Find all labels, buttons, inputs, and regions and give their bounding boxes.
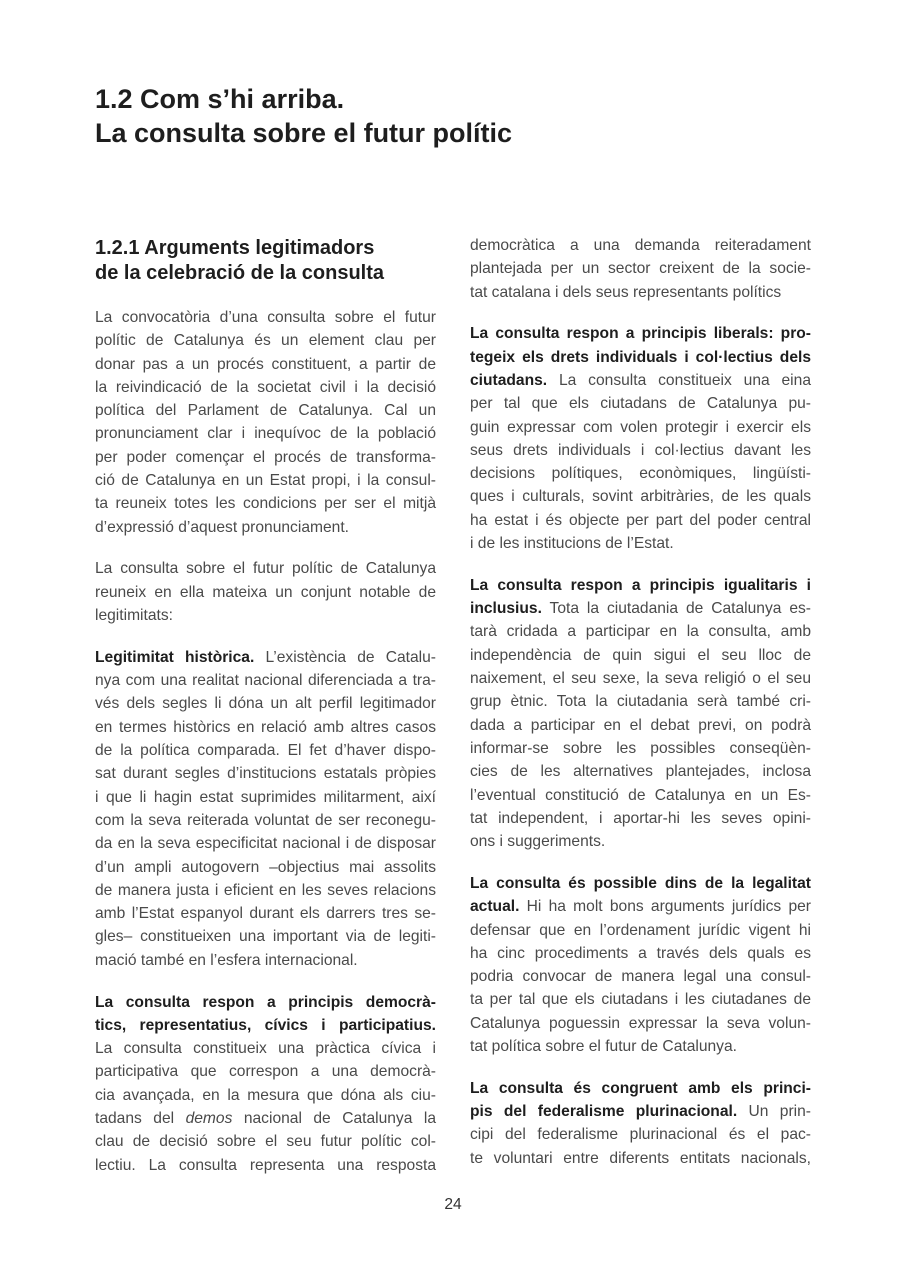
text-line: ques i culturals, sovint arbitràries, de les quals — [470, 488, 811, 506]
text-line — [470, 346, 811, 369]
text-line: per poder començar el procés de transforma- — [95, 448, 436, 466]
text-line: vés dels segles li dóna un alt perfil legitimador — [95, 695, 436, 713]
paragraph — [470, 872, 811, 1058]
text-line: sat durant segles d’institucions estatals pròpies — [95, 765, 436, 783]
text-line — [95, 646, 436, 669]
text-line: cipi del federalisme plurinacional és el pac- — [470, 1126, 811, 1144]
text-line: d’expressió d’aquest pronunciament. — [95, 518, 349, 536]
text-line: clau de decisió sobre el seu futur polític col- — [95, 1133, 436, 1151]
bold-lead-text: La consulta és possible dins de la legalitat — [470, 874, 811, 892]
text-run: Tota la ciutadania de Catalunya es- — [541, 600, 811, 618]
text-line: lectiu. La consulta representa una resposta — [95, 1156, 436, 1174]
paragraph — [95, 306, 436, 539]
bold-lead-text: tics, representatius, cívics i participatius. — [95, 1016, 436, 1034]
text-run: tadans del — [95, 1110, 186, 1127]
text-line: pronunciament clar i inequívoc de la població — [95, 425, 436, 443]
text-line — [95, 1014, 436, 1037]
text-run: L’existència de Catalu- — [254, 648, 436, 666]
bold-lead-text: La consulta respon a principis igualitaris i — [470, 576, 811, 594]
text-line: de manera justa i eficient en les seves relacions — [95, 881, 436, 899]
text-line: i que li hagin estat suprimides militarment, així — [95, 788, 436, 806]
text-line: grup ètnic. Tota la ciutadania serà també cri- — [470, 693, 811, 711]
text-line — [470, 322, 811, 345]
text-line: legitimitats: — [95, 607, 173, 625]
text-line — [470, 895, 811, 918]
text-run: Hi ha molt bons arguments jurídics per — [519, 898, 811, 916]
text-line: defensar que en l’ordenament jurídic vigent hi — [470, 921, 811, 939]
bold-lead-text: actual. — [470, 898, 520, 916]
text-line: i de les institucions de l’Estat. — [470, 535, 674, 553]
text-line — [470, 369, 811, 392]
text-line: naixement, el seu sexe, la seva religió o el seu — [470, 670, 811, 688]
page-title-line-1: 1.2 Com s’hi arriba. — [95, 84, 345, 114]
text-line: la reivindicació de la societat civil i la decisió — [95, 378, 436, 396]
text-line — [95, 1107, 436, 1130]
text-line: te voluntari entre diferents entitats nacionals, — [470, 1149, 811, 1167]
paragraph — [95, 557, 436, 627]
text-line: nya com una realitat nacional diferenciada a tra- — [95, 672, 436, 690]
text-line: tarà cridada a participar en la consulta, amb — [470, 623, 811, 641]
text-line: La consulta constitueix una pràctica cívica i — [95, 1040, 436, 1058]
italic-text: demos — [185, 1110, 233, 1127]
bold-lead-text: Legitimitat històrica. — [95, 648, 255, 666]
paragraph — [470, 574, 811, 854]
text-line: cies de les alternatives plantejades, inclosa — [470, 763, 811, 781]
page-title — [95, 82, 512, 150]
right-column — [470, 234, 811, 1188]
text-line: democràtica a una demanda reiteradament — [470, 237, 811, 254]
section-heading-line-1: 1.2.1 Arguments legitimadors — [95, 237, 375, 259]
text-line: reuneix en ella mateixa un conjunt notable de — [95, 583, 436, 601]
text-line: dada a participar en el debat previ, on podrà — [470, 716, 811, 734]
text-line: mació també en l’esfera internacional. — [95, 951, 358, 969]
text-line: guin expressar com volen protegir i exercir els — [470, 418, 811, 436]
text-line: ció de Catalunya en un Estat propi, i la consul- — [95, 472, 436, 490]
text-line: independència de quin sigui el seu lloc de — [470, 646, 811, 664]
text-line: tat política sobre el futur de Catalunya. — [470, 1038, 737, 1055]
text-line: per tal que els ciutadans de Catalunya pu- — [470, 395, 811, 413]
text-line — [470, 872, 811, 895]
text-line: com la seva reiterada voluntat de ser reconegu- — [95, 811, 436, 829]
text-line: de la política comparada. El fet d’haver dispo- — [95, 742, 436, 760]
bold-lead-text: inclusius. — [470, 600, 542, 618]
text-line — [470, 1100, 811, 1123]
bold-lead-text: tegeix els drets individuals i col·lectius dels — [470, 348, 811, 366]
text-line: cia avançada, en la mesura que dóna als ciu- — [95, 1086, 436, 1104]
text-line: d’un ampli autogovern –objectius mai assolits — [95, 858, 436, 876]
section-heading — [95, 236, 436, 286]
paragraph — [470, 1077, 811, 1170]
section-heading-line-2: de la celebració de la consulta — [95, 262, 385, 284]
text-line: plantejada per un sector creixent de la socie- — [470, 260, 811, 278]
bold-lead-text: La consulta respon a principis democrà- — [95, 993, 436, 1011]
text-line: La convocatòria d’una consulta sobre el futur — [95, 309, 436, 326]
text-line: informar-se sobre les possibles conseqüèn- — [470, 739, 811, 757]
text-line: amb l’Estat espanyol durant els darrers tres se- — [95, 905, 436, 923]
text-line: en termes històrics en relació amb altres casos — [95, 718, 436, 736]
text-line: ta reuneix totes les condicions per ser el mitjà — [95, 495, 436, 513]
left-column-body — [95, 306, 436, 1177]
page-title-line-2: La consulta sobre el futur polític — [95, 118, 513, 148]
text-line: participativa que correspon a una democrà- — [95, 1063, 436, 1081]
text-line — [470, 597, 811, 620]
text-line: decisions polítiques, econòmiques, lingüísti- — [470, 465, 811, 483]
text-line — [470, 574, 811, 597]
bold-lead-text: La consulta respon a principis liberals: pro- — [470, 325, 811, 343]
text-line: donar pas a un procés constituent, a partir de — [95, 355, 436, 373]
text-line: ons i suggeriments. — [470, 833, 606, 851]
text-line: da en la seva especificitat nacional i de disposar — [95, 835, 436, 853]
left-column — [95, 236, 436, 1195]
text-line: Catalunya poguessin expressar la seva volun- — [470, 1014, 811, 1032]
text-run: La consulta constitueix una eina — [547, 371, 811, 389]
text-line: tat catalana i dels seus representants polítics — [470, 283, 782, 301]
text-line: polític de Catalunya és un element clau per — [95, 332, 436, 350]
paragraph — [470, 322, 811, 555]
bold-lead-text: pis del federalisme plurinacional. — [470, 1103, 738, 1121]
text-run: Un prin- — [737, 1103, 811, 1121]
bold-lead-text: La consulta és congruent amb els princi- — [470, 1079, 811, 1097]
text-run: nacional de Catalunya la — [232, 1110, 437, 1127]
page-number: 24 — [444, 1196, 462, 1213]
bold-lead-text: ciutadans. — [470, 371, 548, 389]
text-line: l’eventual constitució de Catalunya en un Es- — [470, 786, 811, 804]
text-line: política del Parlament de Catalunya. Cal un — [95, 402, 436, 420]
text-line: seus drets individuals i col·lectius davant les — [470, 441, 811, 459]
text-line: ha estat i és objecte per part del poder central — [470, 511, 811, 529]
right-column-body — [470, 234, 811, 1170]
text-line — [95, 991, 436, 1014]
paragraph — [470, 234, 811, 304]
text-line: ha cinc procediments a través dels quals es — [470, 944, 811, 962]
paragraph — [95, 646, 436, 972]
paragraph — [95, 991, 436, 1177]
text-line — [470, 1077, 811, 1100]
text-line: tat independent, i aportar-hi les seves opini- — [470, 809, 811, 827]
text-line: ta per tal que els ciutadans i les ciutadanes de — [470, 991, 811, 1009]
text-line: gles– constitueixen una important via de legiti- — [95, 928, 436, 946]
text-line: podria convocar de manera legal una consul- — [470, 968, 811, 986]
text-line: La consulta sobre el futur polític de Catalunya — [95, 560, 436, 578]
